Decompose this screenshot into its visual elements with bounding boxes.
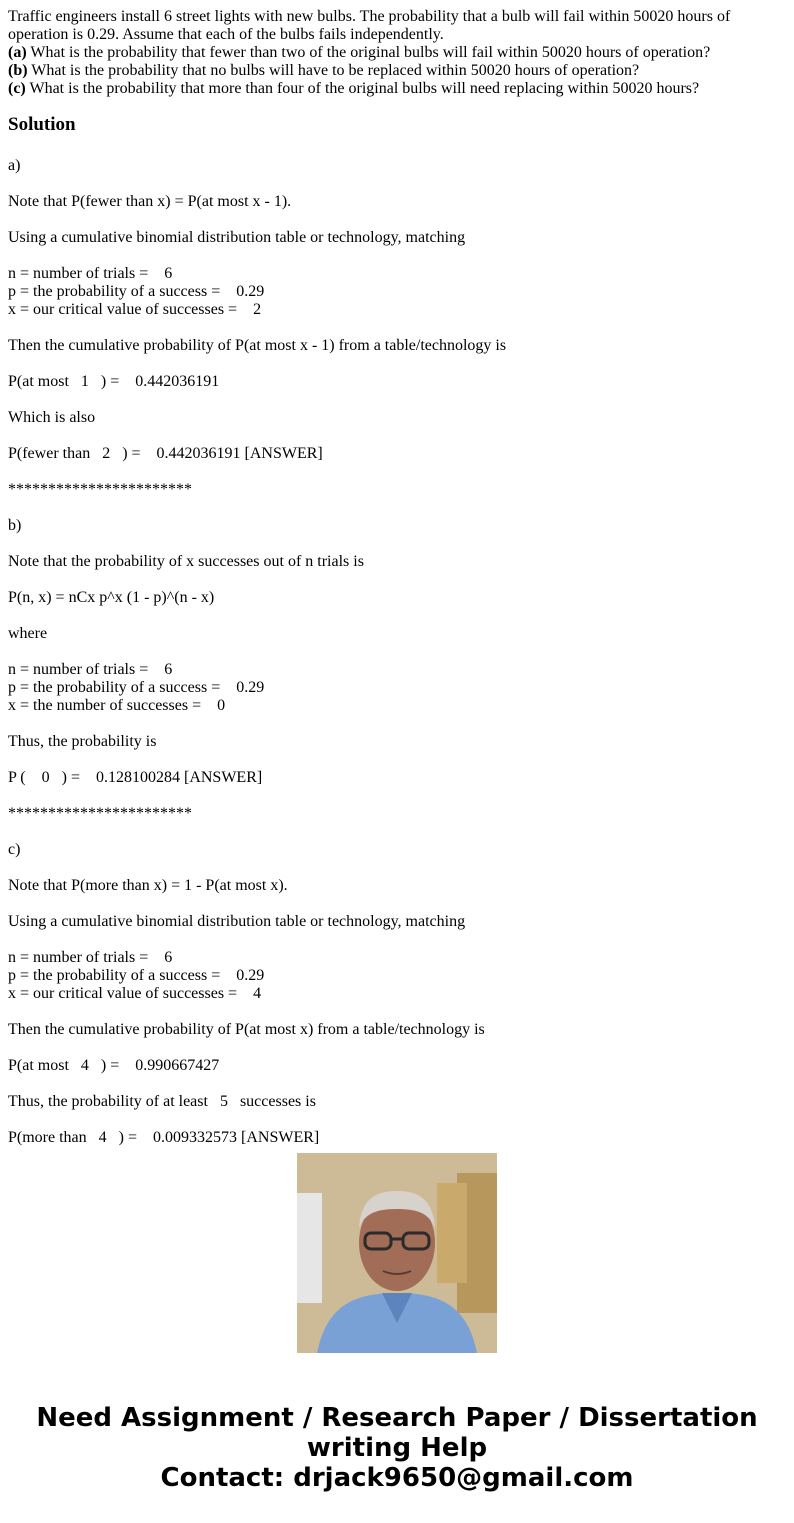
- solution-line: Using a cumulative binomial distribution table or technology, matching: [8, 913, 466, 930]
- solution-spacer: [8, 643, 786, 661]
- part-a-text: What is the probability that fewer than two of the original bulbs will fail within 50020 hours of operation?: [26, 44, 711, 61]
- footer-contact: Contact: drjack9650@gmail.com: [160, 1463, 634, 1493]
- solution-line: Thus, the probability of at least 5 successes is: [8, 1093, 316, 1110]
- solution-line: ***********************: [8, 481, 192, 498]
- solution-line: Then the cumulative probability of P(at most x - 1) from a table/technology is: [8, 337, 507, 354]
- solution-line: ***********************: [8, 805, 192, 822]
- solution-line: P(fewer than 2 ) = 0.442036191 [ANSWER]: [8, 445, 323, 462]
- solution-spacer: [8, 1003, 786, 1021]
- solution-spacer: [8, 931, 786, 949]
- part-b-label: (b): [8, 62, 28, 79]
- solution-line: x = the number of successes = 0: [8, 697, 226, 714]
- author-portrait-image: [297, 1153, 497, 1353]
- footer-line-2: writing Help: [306, 1433, 488, 1463]
- question-block: [8, 8, 786, 136]
- solution-spacer: [8, 427, 786, 445]
- promo-footer: [0, 1403, 794, 1493]
- solution-spacer: [8, 1039, 786, 1057]
- solution-line: P(at most 4 ) = 0.990667427: [8, 1057, 220, 1074]
- solution-spacer: [8, 715, 786, 733]
- part-a-label: (a): [8, 44, 27, 61]
- part-c-text: What is the probability that more than four of the original bulbs will need replacing within 50020 hours?: [25, 80, 700, 97]
- solution-line: where: [8, 625, 48, 642]
- solution-spacer: [8, 787, 786, 805]
- solution-spacer: [8, 1111, 786, 1129]
- solution-line: n = number of trials = 6: [8, 661, 173, 678]
- question-part-a: [8, 44, 786, 62]
- solution-line: Note that P(more than x) = 1 - P(at most x).: [8, 877, 288, 894]
- solution-line: n = number of trials = 6: [8, 265, 173, 282]
- solution-spacer: [8, 895, 786, 913]
- solution-spacer: [8, 499, 786, 517]
- solution-spacer: [8, 823, 786, 841]
- solution-line: p = the probability of a success = 0.29: [8, 283, 265, 300]
- solution-heading: Solution: [8, 114, 76, 135]
- solution-line: x = our critical value of successes = 4: [8, 985, 262, 1002]
- solution-line: p = the probability of a success = 0.29: [8, 967, 265, 984]
- solution-spacer: [8, 751, 786, 769]
- solution-spacer: [8, 859, 786, 877]
- solution-line: x = our critical value of successes = 2: [8, 301, 262, 318]
- solution-spacer: [8, 463, 786, 481]
- solution-line: Using a cumulative binomial distribution table or technology, matching: [8, 229, 466, 246]
- solution-spacer: [8, 319, 786, 337]
- solution-spacer: [8, 391, 786, 409]
- solution-body: [8, 157, 786, 1146]
- solution-line: Which is also: [8, 409, 96, 426]
- question-part-b: [8, 62, 786, 80]
- solution-line: P(n, x) = nCx p^x (1 - p)^(n - x): [8, 589, 215, 606]
- solution-line: P ( 0 ) = 0.128100284 [ANSWER]: [8, 769, 263, 786]
- question-intro: Traffic engineers install 6 street lights with new bulbs. The probability that a bulb will fail within 50020 hours of operation is 0.29. Assume that each of the bulbs fails independently.: [8, 8, 735, 43]
- solution-line: n = number of trials = 6: [8, 949, 173, 966]
- solution-line: c): [8, 841, 21, 858]
- solution-spacer: [8, 355, 786, 373]
- solution-spacer: [8, 1075, 786, 1093]
- author-avatar: [297, 1153, 497, 1353]
- solution-spacer: [8, 571, 786, 589]
- footer-line-1: Need Assignment / Research Paper / Dissertation: [36, 1403, 758, 1433]
- solution-line: Thus, the probability is: [8, 733, 157, 750]
- part-c-label: (c): [8, 80, 26, 97]
- question-part-c: [8, 80, 786, 98]
- solution-line: Note that P(fewer than x) = P(at most x - 1).: [8, 193, 292, 210]
- solution-spacer: [8, 535, 786, 553]
- part-b-text: What is the probability that no bulbs will have to be replaced within 50020 hours of operation?: [27, 62, 640, 79]
- solution-spacer: [8, 247, 786, 265]
- solution-line: P(more than 4 ) = 0.009332573 [ANSWER]: [8, 1129, 320, 1146]
- solution-spacer: [8, 607, 786, 625]
- solution-line: p = the probability of a success = 0.29: [8, 679, 265, 696]
- solution-line: Then the cumulative probability of P(at most x) from a table/technology is: [8, 1021, 485, 1038]
- solution-line: Note that the probability of x successes out of n trials is: [8, 553, 364, 570]
- solution-spacer: [8, 175, 786, 193]
- solution-line: b): [8, 517, 22, 534]
- solution-line: a): [8, 157, 21, 174]
- solution-line: P(at most 1 ) = 0.442036191: [8, 373, 220, 390]
- solution-spacer: [8, 211, 786, 229]
